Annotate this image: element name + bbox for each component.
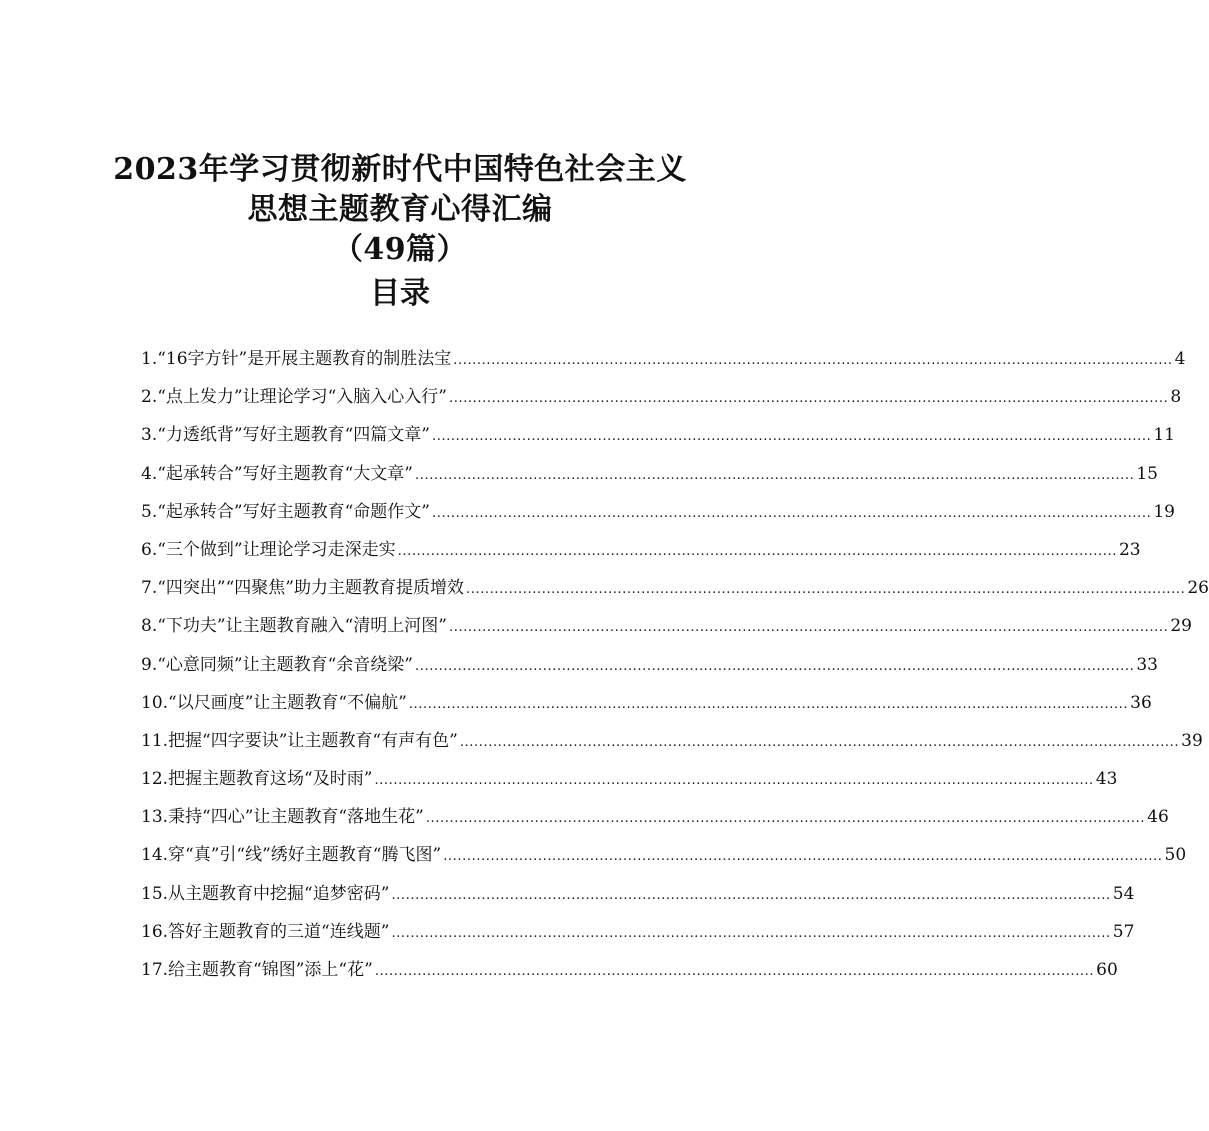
toc-entry-page-number: 43: [1095, 769, 1118, 790]
toc-entry-title: 把握“四字要诀”让主题教育“有声有色”: [168, 730, 458, 751]
toc-entry-title: “三个做到”让理论学习走深走实: [157, 539, 396, 560]
toc-entry-leader-dots: ........................................................................................................................................................: [374, 964, 1095, 979]
toc-entry[interactable]: [141, 650, 1158, 688]
toc-entry-leader-dots: ........................................................................................................................................................: [449, 391, 1169, 407]
toc-entry-leader-dots: ........................................................................................................................................................: [453, 353, 1173, 368]
toc-entry-title: 把握主题教育这场“及时雨”: [168, 769, 373, 790]
toc-entry-page-number: 57: [1112, 921, 1135, 942]
toc-entry-page-number: 39: [1181, 730, 1203, 751]
toc-entry-number: 12.: [141, 769, 169, 790]
toc-entry-title: 秉持“四心”让主题教育“落地生花”: [168, 807, 424, 828]
toc-entry[interactable]: [141, 764, 1118, 802]
toc-entry-leader-dots: ........................................................................................................................................................: [432, 505, 1152, 521]
toc-entry-page-number: 8: [1170, 387, 1182, 408]
toc-entry-leader-dots: ........................................................................................................................................................: [397, 543, 1117, 559]
toc-entry[interactable]: [141, 344, 1186, 382]
toc-heading: 目录: [370, 276, 430, 311]
toc-entry-number: 14.: [141, 845, 169, 866]
toc-entry[interactable]: [141, 573, 1209, 611]
toc-entry[interactable]: [141, 535, 1141, 573]
toc-entry-page-number: 11: [1153, 425, 1175, 446]
toc-entry-number: 7.: [141, 578, 158, 599]
toc-entry-number: 1.: [141, 349, 158, 369]
toc-entry[interactable]: [141, 955, 1118, 993]
toc-entry-title: “四突出”“四聚焦”助力主题教育提质增效: [157, 578, 464, 599]
toc-entry-page-number: 4: [1174, 349, 1186, 369]
toc-entry[interactable]: [141, 611, 1192, 649]
toc-entry-leader-dots: ........................................................................................................................................................: [374, 773, 1094, 789]
toc-entry-number: 3.: [141, 425, 158, 446]
toc-entry-title: “以尺画度”让主题教育“不偏航”: [168, 692, 407, 713]
toc-entry-number: 16.: [141, 921, 169, 942]
toc-entry-title: “起承转合”写好主题教育“命题作文”: [157, 501, 430, 522]
toc-entry[interactable]: [141, 879, 1135, 917]
toc-entry-number: 10.: [141, 692, 169, 713]
toc-entry-page-number: 29: [1170, 616, 1192, 637]
toc-entry-number: 13.: [141, 807, 169, 828]
document-title-count: （49篇）: [332, 232, 468, 267]
toc-entry[interactable]: [141, 688, 1152, 726]
toc-entry-page-number: 23: [1118, 539, 1141, 560]
toc-entry-page-number: 19: [1153, 501, 1175, 522]
toc-entry-title: “下功夫”让主题教育融入“清明上河图”: [157, 616, 447, 637]
toc-entry-number: 15.: [141, 883, 169, 904]
toc-entry-page-number: 54: [1112, 883, 1135, 904]
toc-entry-leader-dots: ........................................................................................................................................................: [415, 658, 1135, 674]
toc-entry-title: “起承转合”写好主题教育“大文章”: [157, 463, 413, 484]
toc-entry-number: 6.: [141, 539, 158, 560]
toc-entry-leader-dots: ........................................................................................................................................................: [408, 696, 1129, 712]
toc-entry-title: 穿“真”引“线”绣好主题教育“腾飞图”: [168, 845, 442, 866]
toc-entry[interactable]: [141, 459, 1158, 497]
toc-entry-number: 11.: [141, 730, 169, 751]
document-title-block: [0, 150, 800, 314]
toc-entry-leader-dots: ........................................................................................................................................................: [425, 811, 1146, 827]
toc-entry-title: 从主题教育中挖掘“追梦密码”: [168, 883, 390, 904]
document-title-line-2: 思想主题教育心得汇编: [247, 192, 553, 227]
toc-entry-page-number: 36: [1130, 692, 1152, 713]
toc-entry-page-number: 60: [1096, 960, 1118, 980]
toc-entry-leader-dots: ........................................................................................................................................................: [415, 467, 1135, 483]
toc-entry-title: “点上发力”让理论学习“入脑入心入行”: [157, 387, 447, 408]
toc-entry-number: 8.: [141, 616, 158, 637]
toc-entry-page-number: 50: [1164, 845, 1187, 866]
table-of-contents: [141, 344, 1209, 993]
toc-entry[interactable]: [141, 726, 1203, 764]
toc-entry-page-number: 26: [1187, 578, 1209, 599]
toc-entry-number: 5.: [141, 501, 158, 522]
document-title-line-1: 2023年学习贯彻新时代中国特色社会主义: [113, 152, 687, 187]
toc-entry[interactable]: [141, 802, 1169, 840]
toc-entry-title: “心意同频”让主题教育“余音绕梁”: [157, 654, 413, 675]
toc-entry-number: 2.: [141, 387, 158, 408]
toc-entry-number: 17.: [141, 960, 169, 980]
toc-entry-leader-dots: ........................................................................................................................................................: [459, 734, 1180, 750]
toc-entry-page-number: 46: [1147, 807, 1169, 828]
toc-entry-page-number: 33: [1136, 654, 1158, 675]
toc-entry-number: 4.: [141, 463, 158, 484]
toc-entry[interactable]: [141, 382, 1182, 420]
toc-entry-title: “16字方针”是开展主题教育的制胜法宝: [157, 349, 452, 369]
toc-entry-leader-dots: ........................................................................................................................................................: [432, 429, 1152, 445]
toc-entry-leader-dots: ........................................................................................................................................................: [443, 849, 1163, 865]
toc-entry[interactable]: [141, 497, 1175, 535]
toc-entry-leader-dots: ........................................................................................................................................................: [466, 582, 1186, 598]
toc-entry-title: 答好主题教育的三道“连线题”: [168, 921, 390, 942]
toc-entry[interactable]: [141, 420, 1175, 458]
toc-entry-page-number: 15: [1136, 463, 1158, 484]
toc-entry-title: 给主题教育“锦图”添上“花”: [168, 960, 373, 980]
toc-entry[interactable]: [141, 917, 1135, 955]
toc-entry-number: 9.: [141, 654, 158, 675]
toc-entry-leader-dots: ........................................................................................................................................................: [391, 887, 1111, 903]
toc-entry-title: “力透纸背”写好主题教育“四篇文章”: [157, 425, 430, 446]
toc-entry-leader-dots: ........................................................................................................................................................: [449, 620, 1169, 636]
toc-entry-leader-dots: ........................................................................................................................................................: [391, 925, 1111, 941]
toc-entry[interactable]: [141, 840, 1187, 878]
